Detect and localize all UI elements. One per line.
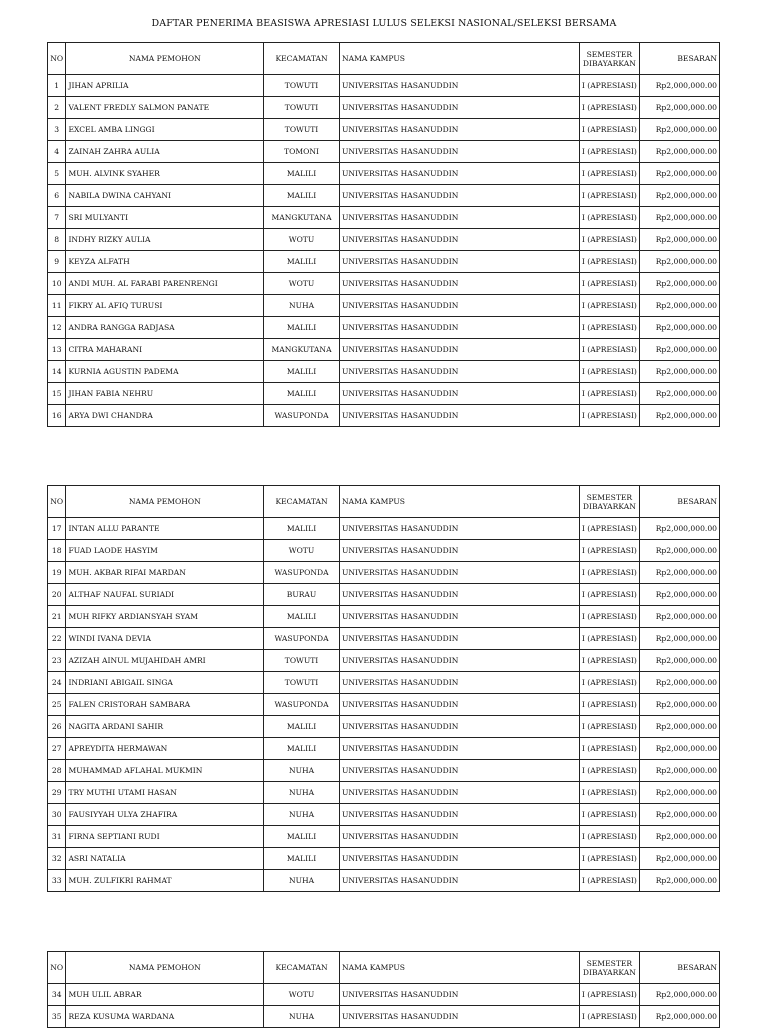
cell-no: 11 bbox=[48, 295, 66, 317]
cell-semester: I (APRESIASI) bbox=[579, 405, 639, 427]
cell-kecamatan: TOWUTI bbox=[264, 75, 340, 97]
cell-besaran: Rp2,000,000.00 bbox=[640, 804, 720, 826]
cell-no: 2 bbox=[48, 97, 66, 119]
table-row bbox=[48, 760, 720, 782]
cell-semester: I (APRESIASI) bbox=[579, 317, 639, 339]
cell-besaran: Rp2,000,000.00 bbox=[640, 518, 720, 540]
table-body bbox=[48, 75, 720, 427]
header-nama-kampus: NAMA KAMPUS bbox=[339, 486, 579, 518]
recipients-table-1 bbox=[47, 42, 720, 427]
cell-besaran: Rp2,000,000.00 bbox=[640, 606, 720, 628]
cell-nama-pemohon: EXCEL AMBA LINGGI bbox=[66, 119, 264, 141]
cell-no: 12 bbox=[48, 317, 66, 339]
cell-no: 8 bbox=[48, 229, 66, 251]
cell-kecamatan: NUHA bbox=[264, 782, 340, 804]
cell-besaran: Rp2,000,000.00 bbox=[640, 826, 720, 848]
cell-semester: I (APRESIASI) bbox=[579, 383, 639, 405]
table-row bbox=[48, 716, 720, 738]
cell-kecamatan: WOTU bbox=[264, 273, 340, 295]
cell-nama-kampus: UNIVERSITAS HASANUDDIN bbox=[339, 251, 579, 273]
cell-besaran: Rp2,000,000.00 bbox=[640, 694, 720, 716]
cell-nama-pemohon: ARYA DWI CHANDRA bbox=[66, 405, 264, 427]
cell-no: 14 bbox=[48, 361, 66, 383]
cell-kecamatan: MALILI bbox=[264, 518, 340, 540]
cell-kecamatan: MALILI bbox=[264, 185, 340, 207]
cell-kecamatan: WOTU bbox=[264, 229, 340, 251]
cell-nama-pemohon: MUH. AKBAR RIFAI MARDAN bbox=[66, 562, 264, 584]
header-besaran: BESARAN bbox=[640, 43, 720, 75]
cell-no: 33 bbox=[48, 870, 66, 892]
table-row bbox=[48, 826, 720, 848]
cell-semester: I (APRESIASI) bbox=[579, 870, 639, 892]
cell-kecamatan: MALILI bbox=[264, 716, 340, 738]
cell-besaran: Rp2,000,000.00 bbox=[640, 760, 720, 782]
cell-nama-kampus: UNIVERSITAS HASANUDDIN bbox=[339, 207, 579, 229]
cell-no: 7 bbox=[48, 207, 66, 229]
cell-nama-pemohon: CITRA MAHARANI bbox=[66, 339, 264, 361]
cell-besaran: Rp2,000,000.00 bbox=[640, 540, 720, 562]
cell-semester: I (APRESIASI) bbox=[579, 826, 639, 848]
cell-nama-pemohon: INTAN ALLU PARANTE bbox=[66, 518, 264, 540]
cell-nama-pemohon: FIKRY AL AFIQ TURUSI bbox=[66, 295, 264, 317]
cell-kecamatan: MANGKUTANA bbox=[264, 339, 340, 361]
table-row bbox=[48, 562, 720, 584]
table-header-row bbox=[48, 486, 720, 518]
cell-besaran: Rp2,000,000.00 bbox=[640, 383, 720, 405]
header-semester-line1: SEMESTER bbox=[586, 958, 633, 968]
cell-semester: I (APRESIASI) bbox=[579, 518, 639, 540]
cell-no: 4 bbox=[48, 141, 66, 163]
cell-nama-pemohon: REZA KUSUMA WARDANA bbox=[66, 1006, 264, 1028]
header-nama-pemohon: NAMA PEMOHON bbox=[66, 43, 264, 75]
cell-nama-pemohon: MUH ULIL ABRAR bbox=[66, 984, 264, 1006]
cell-kecamatan: WASUPONDA bbox=[264, 628, 340, 650]
header-no: NO bbox=[48, 486, 66, 518]
cell-nama-kampus: UNIVERSITAS HASANUDDIN bbox=[339, 75, 579, 97]
table-row bbox=[48, 650, 720, 672]
cell-nama-pemohon: MUHAMMAD AFLAHAL MUKMIN bbox=[66, 760, 264, 782]
cell-kecamatan: NUHA bbox=[264, 1006, 340, 1028]
cell-kecamatan: WASUPONDA bbox=[264, 562, 340, 584]
header-nama-pemohon: NAMA PEMOHON bbox=[66, 486, 264, 518]
header-nama-kampus: NAMA KAMPUS bbox=[339, 43, 579, 75]
cell-no: 18 bbox=[48, 540, 66, 562]
cell-kecamatan: TOWUTI bbox=[264, 119, 340, 141]
cell-nama-pemohon: SRI MULYANTI bbox=[66, 207, 264, 229]
cell-no: 25 bbox=[48, 694, 66, 716]
cell-nama-kampus: UNIVERSITAS HASANUDDIN bbox=[339, 273, 579, 295]
cell-no: 3 bbox=[48, 119, 66, 141]
header-besaran: BESARAN bbox=[640, 952, 720, 984]
cell-besaran: Rp2,000,000.00 bbox=[640, 295, 720, 317]
cell-nama-pemohon: JIHAN APRILIA bbox=[66, 75, 264, 97]
cell-nama-kampus: UNIVERSITAS HASANUDDIN bbox=[339, 383, 579, 405]
cell-nama-pemohon: INDRIANI ABIGAIL SINGA bbox=[66, 672, 264, 694]
header-no: NO bbox=[48, 952, 66, 984]
cell-kecamatan: NUHA bbox=[264, 870, 340, 892]
cell-nama-pemohon: JIHAN FABIA NEHRU bbox=[66, 383, 264, 405]
cell-kecamatan: MALILI bbox=[264, 317, 340, 339]
table-row bbox=[48, 163, 720, 185]
cell-besaran: Rp2,000,000.00 bbox=[640, 317, 720, 339]
cell-no: 20 bbox=[48, 584, 66, 606]
table-row bbox=[48, 804, 720, 826]
cell-nama-pemohon: KEYZA ALFATH bbox=[66, 251, 264, 273]
header-kecamatan: KECAMATAN bbox=[264, 43, 340, 75]
recipients-table-3 bbox=[47, 951, 720, 1028]
cell-no: 6 bbox=[48, 185, 66, 207]
cell-no: 34 bbox=[48, 984, 66, 1006]
cell-no: 35 bbox=[48, 1006, 66, 1028]
table-header-row bbox=[48, 43, 720, 75]
header-semester-line1: SEMESTER bbox=[586, 49, 633, 59]
cell-besaran: Rp2,000,000.00 bbox=[640, 584, 720, 606]
cell-semester: I (APRESIASI) bbox=[579, 251, 639, 273]
cell-kecamatan: MALILI bbox=[264, 738, 340, 760]
cell-nama-kampus: UNIVERSITAS HASANUDDIN bbox=[339, 229, 579, 251]
table-row bbox=[48, 672, 720, 694]
cell-nama-kampus: UNIVERSITAS HASANUDDIN bbox=[339, 540, 579, 562]
cell-semester: I (APRESIASI) bbox=[579, 273, 639, 295]
cell-besaran: Rp2,000,000.00 bbox=[640, 716, 720, 738]
cell-nama-kampus: UNIVERSITAS HASANUDDIN bbox=[339, 295, 579, 317]
table-row bbox=[48, 694, 720, 716]
cell-no: 5 bbox=[48, 163, 66, 185]
cell-no: 24 bbox=[48, 672, 66, 694]
cell-no: 10 bbox=[48, 273, 66, 295]
header-semester bbox=[579, 486, 639, 518]
table-row bbox=[48, 339, 720, 361]
cell-nama-kampus: UNIVERSITAS HASANUDDIN bbox=[339, 984, 579, 1006]
cell-no: 17 bbox=[48, 518, 66, 540]
cell-besaran: Rp2,000,000.00 bbox=[640, 141, 720, 163]
cell-besaran: Rp2,000,000.00 bbox=[640, 185, 720, 207]
cell-kecamatan: TOWUTI bbox=[264, 672, 340, 694]
cell-nama-kampus: UNIVERSITAS HASANUDDIN bbox=[339, 163, 579, 185]
cell-semester: I (APRESIASI) bbox=[579, 75, 639, 97]
cell-nama-kampus: UNIVERSITAS HASANUDDIN bbox=[339, 361, 579, 383]
cell-nama-pemohon: FIRNA SEPTIANI RUDI bbox=[66, 826, 264, 848]
cell-nama-kampus: UNIVERSITAS HASANUDDIN bbox=[339, 317, 579, 339]
table-row bbox=[48, 119, 720, 141]
cell-semester: I (APRESIASI) bbox=[579, 540, 639, 562]
cell-semester: I (APRESIASI) bbox=[579, 339, 639, 361]
cell-besaran: Rp2,000,000.00 bbox=[640, 119, 720, 141]
cell-nama-kampus: UNIVERSITAS HASANUDDIN bbox=[339, 760, 579, 782]
cell-kecamatan: MALILI bbox=[264, 361, 340, 383]
cell-nama-pemohon: APREYDITA HERMAWAN bbox=[66, 738, 264, 760]
cell-semester: I (APRESIASI) bbox=[579, 672, 639, 694]
cell-semester: I (APRESIASI) bbox=[579, 141, 639, 163]
cell-kecamatan: MALILI bbox=[264, 383, 340, 405]
cell-kecamatan: NUHA bbox=[264, 760, 340, 782]
cell-no: 32 bbox=[48, 848, 66, 870]
cell-kecamatan: MALILI bbox=[264, 163, 340, 185]
cell-semester: I (APRESIASI) bbox=[579, 295, 639, 317]
table-row bbox=[48, 782, 720, 804]
cell-besaran: Rp2,000,000.00 bbox=[640, 163, 720, 185]
cell-no: 29 bbox=[48, 782, 66, 804]
cell-semester: I (APRESIASI) bbox=[579, 207, 639, 229]
cell-semester: I (APRESIASI) bbox=[579, 782, 639, 804]
table-row bbox=[48, 75, 720, 97]
header-semester-line1: SEMESTER bbox=[586, 492, 633, 502]
cell-nama-pemohon: WINDI IVANA DEVIA bbox=[66, 628, 264, 650]
cell-nama-pemohon: NAGITA ARDANI SAHIR bbox=[66, 716, 264, 738]
table-row bbox=[48, 141, 720, 163]
cell-no: 26 bbox=[48, 716, 66, 738]
cell-nama-kampus: UNIVERSITAS HASANUDDIN bbox=[339, 185, 579, 207]
cell-besaran: Rp2,000,000.00 bbox=[640, 75, 720, 97]
cell-semester: I (APRESIASI) bbox=[579, 229, 639, 251]
cell-semester: I (APRESIASI) bbox=[579, 984, 639, 1006]
cell-nama-pemohon: ANDRA RANGGA RADJASA bbox=[66, 317, 264, 339]
table-row bbox=[48, 584, 720, 606]
header-kecamatan: KECAMATAN bbox=[264, 952, 340, 984]
cell-nama-kampus: UNIVERSITAS HASANUDDIN bbox=[339, 650, 579, 672]
cell-nama-pemohon: FUAD LAODE HASYIM bbox=[66, 540, 264, 562]
cell-no: 22 bbox=[48, 628, 66, 650]
document-title: DAFTAR PENERIMA BEASISWA APRESIASI LULUS SELEKSI NASIONAL/SELEKSI BERSAMA bbox=[151, 18, 617, 29]
header-kecamatan: KECAMATAN bbox=[264, 486, 340, 518]
cell-semester: I (APRESIASI) bbox=[579, 716, 639, 738]
cell-nama-pemohon: FAUSIYYAH ULYA ZHAFIRA bbox=[66, 804, 264, 826]
cell-nama-pemohon: ASRI NATALIA bbox=[66, 848, 264, 870]
table-row bbox=[48, 97, 720, 119]
cell-besaran: Rp2,000,000.00 bbox=[640, 339, 720, 361]
cell-semester: I (APRESIASI) bbox=[579, 1006, 639, 1028]
cell-nama-kampus: UNIVERSITAS HASANUDDIN bbox=[339, 848, 579, 870]
cell-semester: I (APRESIASI) bbox=[579, 694, 639, 716]
cell-kecamatan: TOMONI bbox=[264, 141, 340, 163]
cell-no: 30 bbox=[48, 804, 66, 826]
cell-nama-kampus: UNIVERSITAS HASANUDDIN bbox=[339, 141, 579, 163]
cell-nama-kampus: UNIVERSITAS HASANUDDIN bbox=[339, 716, 579, 738]
cell-kecamatan: MALILI bbox=[264, 251, 340, 273]
cell-no: 23 bbox=[48, 650, 66, 672]
cell-besaran: Rp2,000,000.00 bbox=[640, 562, 720, 584]
cell-besaran: Rp2,000,000.00 bbox=[640, 229, 720, 251]
header-besaran: BESARAN bbox=[640, 486, 720, 518]
cell-kecamatan: MANGKUTANA bbox=[264, 207, 340, 229]
cell-besaran: Rp2,000,000.00 bbox=[640, 1006, 720, 1028]
cell-nama-pemohon: VALENT FREDLY SALMON PANATE bbox=[66, 97, 264, 119]
table-row bbox=[48, 185, 720, 207]
recipients-table-2 bbox=[47, 485, 720, 892]
cell-besaran: Rp2,000,000.00 bbox=[640, 870, 720, 892]
cell-no: 1 bbox=[48, 75, 66, 97]
cell-kecamatan: WASUPONDA bbox=[264, 694, 340, 716]
cell-nama-kampus: UNIVERSITAS HASANUDDIN bbox=[339, 119, 579, 141]
table-row bbox=[48, 361, 720, 383]
cell-no: 9 bbox=[48, 251, 66, 273]
cell-kecamatan: MALILI bbox=[264, 848, 340, 870]
cell-semester: I (APRESIASI) bbox=[579, 804, 639, 826]
cell-nama-pemohon: MUH. ALVINK SYAHER bbox=[66, 163, 264, 185]
header-semester bbox=[579, 952, 639, 984]
header-semester-line2: DIBAYARKAN bbox=[582, 967, 636, 977]
cell-nama-pemohon: INDHY RIZKY AULIA bbox=[66, 229, 264, 251]
cell-semester: I (APRESIASI) bbox=[579, 606, 639, 628]
header-semester-line2: DIBAYARKAN bbox=[582, 501, 636, 511]
cell-no: 28 bbox=[48, 760, 66, 782]
cell-kecamatan: TOWUTI bbox=[264, 97, 340, 119]
cell-semester: I (APRESIASI) bbox=[579, 361, 639, 383]
table-row bbox=[48, 229, 720, 251]
cell-nama-pemohon: FALEN CRISTORAH SAMBARA bbox=[66, 694, 264, 716]
cell-besaran: Rp2,000,000.00 bbox=[640, 251, 720, 273]
cell-nama-kampus: UNIVERSITAS HASANUDDIN bbox=[339, 826, 579, 848]
cell-nama-pemohon: TRY MUTHI UTAMI HASAN bbox=[66, 782, 264, 804]
cell-nama-kampus: UNIVERSITAS HASANUDDIN bbox=[339, 606, 579, 628]
table-row bbox=[48, 738, 720, 760]
cell-semester: I (APRESIASI) bbox=[579, 97, 639, 119]
cell-semester: I (APRESIASI) bbox=[579, 848, 639, 870]
cell-nama-kampus: UNIVERSITAS HASANUDDIN bbox=[339, 804, 579, 826]
table-row bbox=[48, 273, 720, 295]
table-row bbox=[48, 848, 720, 870]
cell-nama-kampus: UNIVERSITAS HASANUDDIN bbox=[339, 339, 579, 361]
cell-nama-kampus: UNIVERSITAS HASANUDDIN bbox=[339, 584, 579, 606]
cell-no: 21 bbox=[48, 606, 66, 628]
cell-besaran: Rp2,000,000.00 bbox=[640, 848, 720, 870]
cell-nama-kampus: UNIVERSITAS HASANUDDIN bbox=[339, 870, 579, 892]
cell-nama-pemohon: NABILA DWINA CAHYANI bbox=[66, 185, 264, 207]
cell-nama-kampus: UNIVERSITAS HASANUDDIN bbox=[339, 562, 579, 584]
cell-kecamatan: BURAU bbox=[264, 584, 340, 606]
cell-no: 13 bbox=[48, 339, 66, 361]
cell-no: 16 bbox=[48, 405, 66, 427]
cell-nama-kampus: UNIVERSITAS HASANUDDIN bbox=[339, 405, 579, 427]
cell-kecamatan: MALILI bbox=[264, 606, 340, 628]
cell-no: 19 bbox=[48, 562, 66, 584]
header-nama-pemohon: NAMA PEMOHON bbox=[66, 952, 264, 984]
table-row bbox=[48, 251, 720, 273]
cell-semester: I (APRESIASI) bbox=[579, 760, 639, 782]
cell-nama-pemohon: MUH RIFKY ARDIANSYAH SYAM bbox=[66, 606, 264, 628]
cell-kecamatan: NUHA bbox=[264, 804, 340, 826]
table-header-row bbox=[48, 952, 720, 984]
cell-no: 27 bbox=[48, 738, 66, 760]
cell-semester: I (APRESIASI) bbox=[579, 738, 639, 760]
cell-nama-kampus: UNIVERSITAS HASANUDDIN bbox=[339, 782, 579, 804]
cell-nama-kampus: UNIVERSITAS HASANUDDIN bbox=[339, 738, 579, 760]
cell-nama-pemohon: ALTHAF NAUFAL SURIADI bbox=[66, 584, 264, 606]
cell-kecamatan: NUHA bbox=[264, 295, 340, 317]
cell-nama-pemohon: ZAINAH ZAHRA AULIA bbox=[66, 141, 264, 163]
cell-besaran: Rp2,000,000.00 bbox=[640, 650, 720, 672]
table-row bbox=[48, 984, 720, 1006]
table-row bbox=[48, 606, 720, 628]
cell-nama-kampus: UNIVERSITAS HASANUDDIN bbox=[339, 628, 579, 650]
header-semester bbox=[579, 43, 639, 75]
cell-besaran: Rp2,000,000.00 bbox=[640, 361, 720, 383]
header-no: NO bbox=[48, 43, 66, 75]
cell-nama-kampus: UNIVERSITAS HASANUDDIN bbox=[339, 97, 579, 119]
cell-semester: I (APRESIASI) bbox=[579, 562, 639, 584]
cell-besaran: Rp2,000,000.00 bbox=[640, 207, 720, 229]
table-row bbox=[48, 383, 720, 405]
cell-semester: I (APRESIASI) bbox=[579, 119, 639, 141]
cell-besaran: Rp2,000,000.00 bbox=[640, 97, 720, 119]
cell-besaran: Rp2,000,000.00 bbox=[640, 672, 720, 694]
table-row bbox=[48, 870, 720, 892]
cell-besaran: Rp2,000,000.00 bbox=[640, 273, 720, 295]
table-row bbox=[48, 518, 720, 540]
cell-besaran: Rp2,000,000.00 bbox=[640, 782, 720, 804]
cell-nama-pemohon: MUH. ZULFIKRI RAHMAT bbox=[66, 870, 264, 892]
cell-kecamatan: WOTU bbox=[264, 540, 340, 562]
cell-semester: I (APRESIASI) bbox=[579, 628, 639, 650]
cell-no: 15 bbox=[48, 383, 66, 405]
cell-besaran: Rp2,000,000.00 bbox=[640, 984, 720, 1006]
cell-nama-pemohon: ANDI MUH. AL FARABI PARENRENGI bbox=[66, 273, 264, 295]
header-semester-line2: DIBAYARKAN bbox=[582, 58, 636, 68]
table-row bbox=[48, 628, 720, 650]
cell-kecamatan: WOTU bbox=[264, 984, 340, 1006]
table-body bbox=[48, 984, 720, 1028]
table-row bbox=[48, 317, 720, 339]
cell-nama-kampus: UNIVERSITAS HASANUDDIN bbox=[339, 672, 579, 694]
cell-besaran: Rp2,000,000.00 bbox=[640, 628, 720, 650]
cell-semester: I (APRESIASI) bbox=[579, 584, 639, 606]
cell-kecamatan: MALILI bbox=[264, 826, 340, 848]
cell-semester: I (APRESIASI) bbox=[579, 185, 639, 207]
cell-semester: I (APRESIASI) bbox=[579, 163, 639, 185]
table-body bbox=[48, 518, 720, 892]
cell-besaran: Rp2,000,000.00 bbox=[640, 738, 720, 760]
cell-semester: I (APRESIASI) bbox=[579, 650, 639, 672]
cell-nama-kampus: UNIVERSITAS HASANUDDIN bbox=[339, 694, 579, 716]
cell-no: 31 bbox=[48, 826, 66, 848]
cell-nama-kampus: UNIVERSITAS HASANUDDIN bbox=[339, 1006, 579, 1028]
cell-besaran: Rp2,000,000.00 bbox=[640, 405, 720, 427]
cell-nama-kampus: UNIVERSITAS HASANUDDIN bbox=[339, 518, 579, 540]
table-row bbox=[48, 295, 720, 317]
table-row bbox=[48, 207, 720, 229]
table-row bbox=[48, 1006, 720, 1028]
table-row bbox=[48, 540, 720, 562]
header-nama-kampus: NAMA KAMPUS bbox=[339, 952, 579, 984]
cell-kecamatan: WASUPONDA bbox=[264, 405, 340, 427]
table-row bbox=[48, 405, 720, 427]
cell-nama-pemohon: AZIZAH AINUL MUJAHIDAH AMRI bbox=[66, 650, 264, 672]
cell-kecamatan: TOWUTI bbox=[264, 650, 340, 672]
cell-nama-pemohon: KURNIA AGUSTIN PADEMA bbox=[66, 361, 264, 383]
